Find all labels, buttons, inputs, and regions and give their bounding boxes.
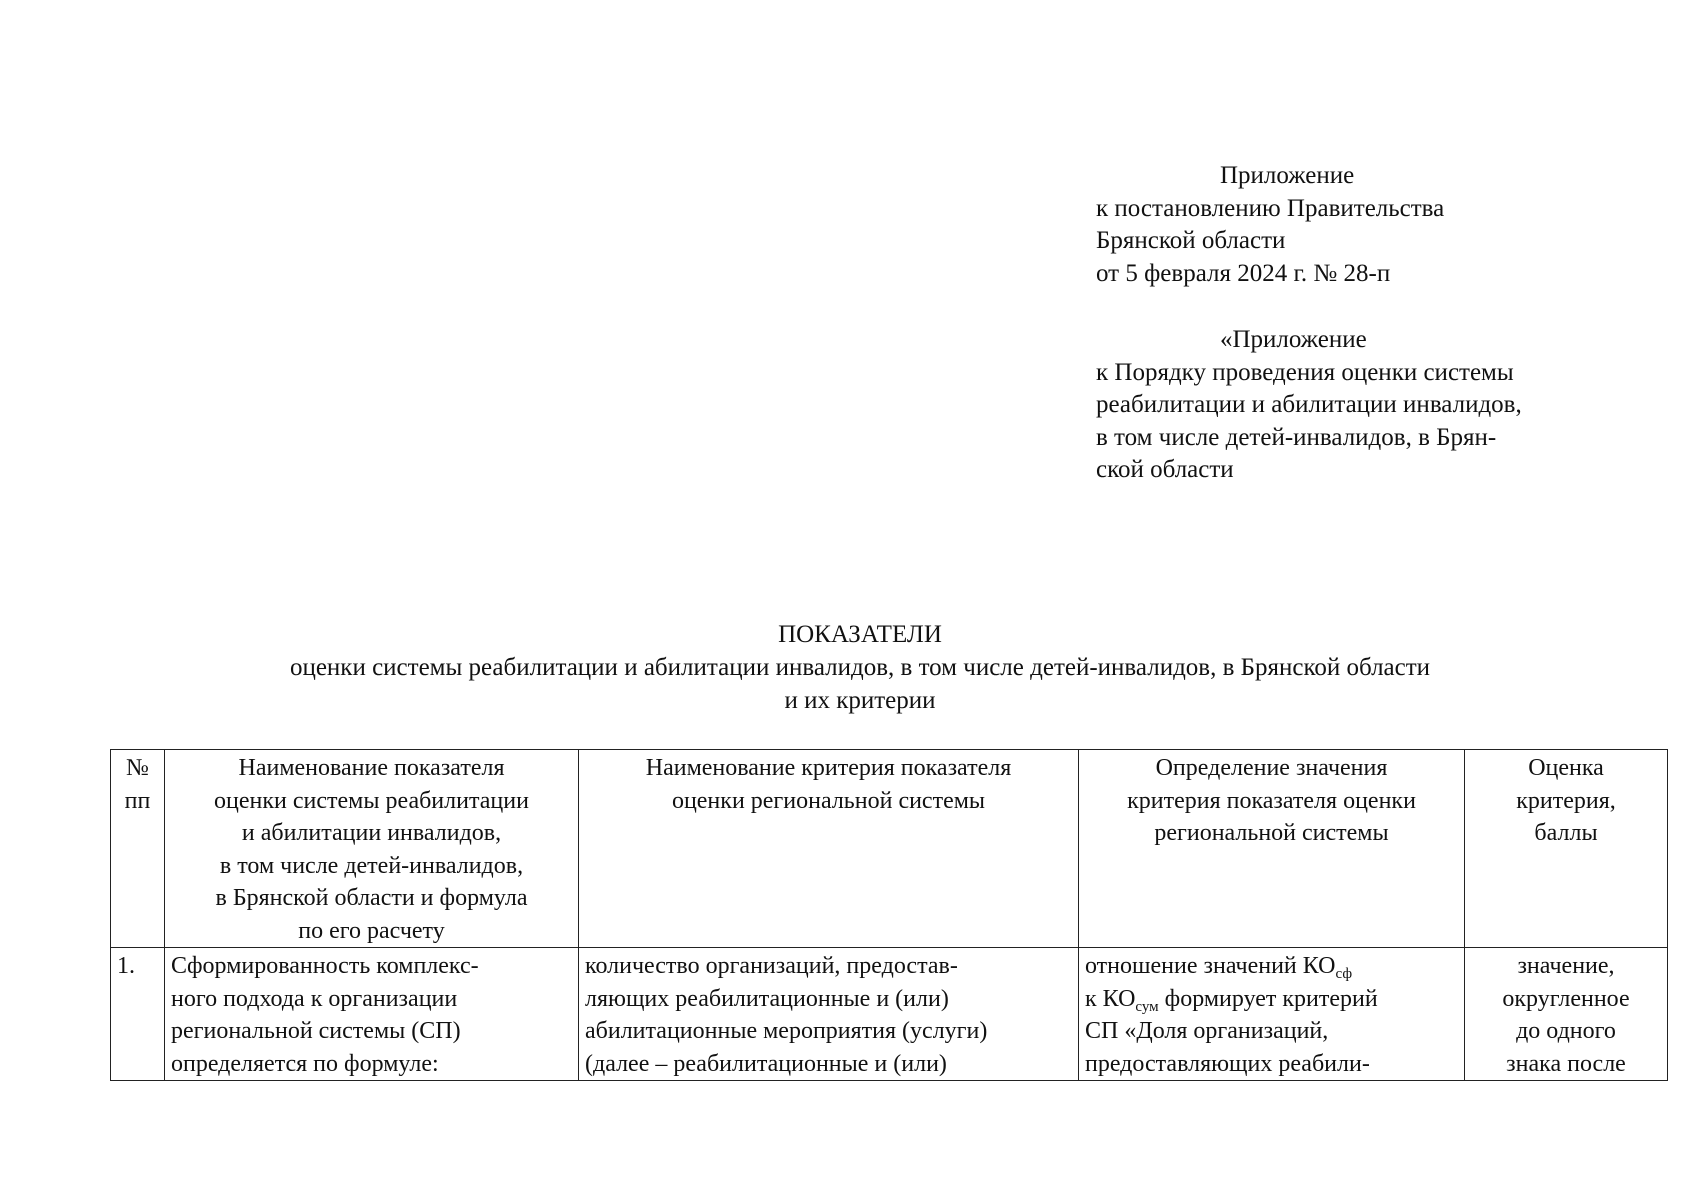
- header-criterion: Наименование критерия показателя оценки региональной системы: [579, 750, 1079, 948]
- annex-line: в том числе детей-инвалидов, в Брян-: [1096, 423, 1497, 451]
- table-row: [111, 948, 1668, 1081]
- title-subtitle-end: и их критерии: [784, 687, 936, 714]
- title-main: ПОКАЗАТЕЛИ: [778, 621, 942, 648]
- row-criterion: количество организаций, предостав- ляющих реабилитационные и (или) абилитационные мероприятия (услуги) (далее – реабилитационные и (или): [579, 948, 1079, 1081]
- subscript: сф: [1335, 966, 1353, 982]
- subscript: сум: [1135, 998, 1159, 1015]
- header-definition: Определение значения критерия показателя оценки региональной системы: [1079, 750, 1465, 948]
- row-number: 1.: [111, 948, 165, 1081]
- table-header-row: [111, 750, 1668, 948]
- criteria-table: [110, 749, 1668, 1081]
- row-score: значение, округленное до одного знака после: [1465, 948, 1668, 1081]
- annex-line: реабилитации и абилитации инвалидов,: [1096, 391, 1522, 418]
- annex-line: к постановлению Правительства: [1096, 194, 1445, 222]
- header-score: Оценка критерия, баллы: [1465, 750, 1668, 948]
- annex-heading: Приложение: [1220, 162, 1355, 189]
- annex-line: от 5 февраля 2024 г. № 28-п: [1096, 259, 1391, 287]
- annex-line: к Порядку проведения оценки системы: [1096, 358, 1514, 386]
- annex-heading: «Приложение: [1220, 326, 1367, 353]
- document-title: [110, 618, 1610, 717]
- title-subtitle: оценки системы реабилитации и абилитации инвалидов, в том числе детей-инвалидов, в Брянской области: [289, 654, 1431, 681]
- annex-line: Брянской области: [1096, 227, 1286, 254]
- annex-line: ской области: [1096, 456, 1234, 483]
- header-number: № пп: [111, 750, 165, 948]
- header-indicator: Наименование показателя оценки системы реабилитации и абилитации инвалидов, в том числе детей-инвалидов, в Брянской области и формула по его расчету: [165, 750, 579, 948]
- row-indicator: Сформированность комплекс- ного подхода к организации региональной системы (СП) определяется по формуле:: [165, 948, 579, 1081]
- annex-government-resolution: [1096, 160, 1616, 290]
- row-definition: отношение значений $КО_{сф}$ к $КО_{сум}$ формирует критерий СП «Доля организаций, предоставляющих реабили-: [1079, 948, 1465, 1081]
- annex-order: [1096, 324, 1616, 487]
